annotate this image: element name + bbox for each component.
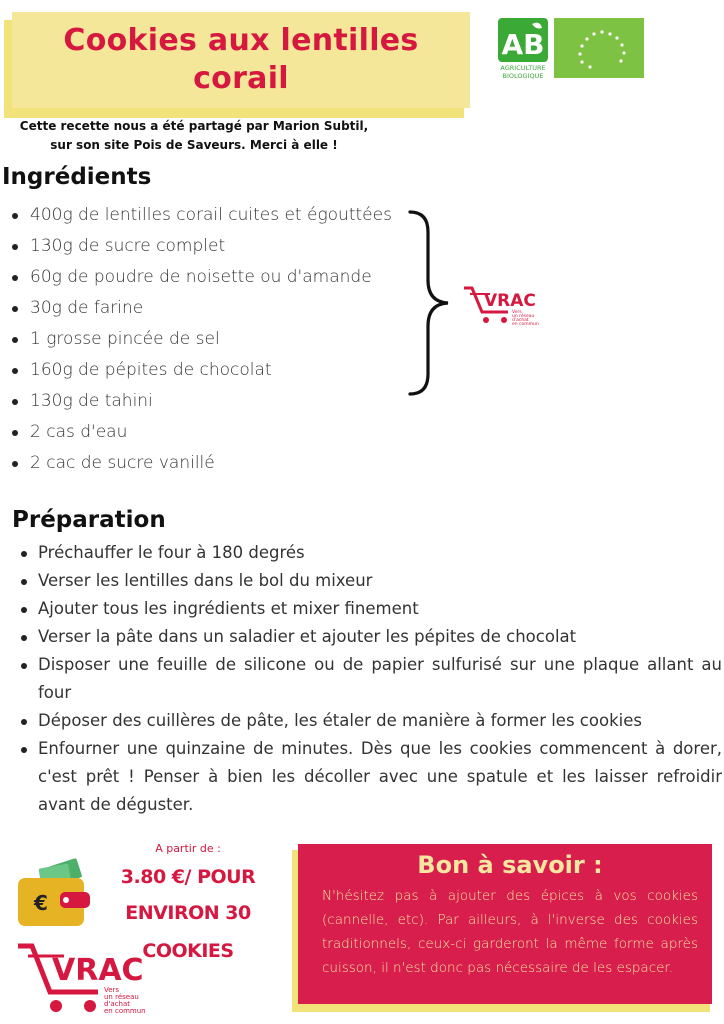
ingredient-item: 400g de lentilles corail cuites et égouttées xyxy=(10,200,392,231)
vrac-small-tag1: Vers xyxy=(512,310,522,315)
ingredient-item: 130g de sucre complet xyxy=(10,231,392,262)
vrac-large-tag1: Vers xyxy=(104,986,120,994)
credit-line-1: Cette recette nous a été partagé par Marion Subtil, xyxy=(19,119,369,133)
ingredient-item: 160g de pépites de chocolat xyxy=(10,355,392,386)
page-title-line-2: corail xyxy=(193,61,289,96)
ingredient-item: 2 cas d'eau xyxy=(10,417,392,448)
vrac-large-name: VRAC xyxy=(52,953,144,988)
price-from-label: A partir de : xyxy=(155,842,221,855)
tip-text: N'hésitez pas à ajouter des épices à vos cookies (cannelle, etc). Par ailleurs, à l'inverse des cookies traditionnels, ceux-ci garderont la même forme après cuisson, il n'est donc pas nécessaire de les espacer. xyxy=(322,888,698,976)
vrac-small-tag2: un réseau xyxy=(512,314,535,319)
preparation-step: Verser la pâte dans un saladier et ajouter les pépites de chocolat xyxy=(18,623,722,651)
preparation-heading: Préparation xyxy=(12,507,166,533)
preparation-step: Ajouter tous les ingrédients et mixer finement xyxy=(18,595,722,623)
vrac-large-tag4: en commun xyxy=(104,1007,146,1015)
ingredient-item: 30g de farine xyxy=(10,293,392,324)
ab-organic-logo xyxy=(496,16,550,80)
ingredient-item: 2 cac de sucre vanillé xyxy=(10,448,392,479)
ingredients-list xyxy=(10,200,392,479)
vrac-large-tag3: d'achat xyxy=(104,1000,130,1008)
tip-box xyxy=(298,844,712,1004)
price-line-2: ENVIRON 30 xyxy=(125,902,251,924)
ab-logo-sub1: AGRICULTURE xyxy=(500,64,546,72)
vrac-small-tag3: d'achat xyxy=(512,318,529,323)
preparation-step: Déposer des cuillères de pâte, les étaler de manière à former les cookies xyxy=(18,707,722,735)
ab-logo-text: AB xyxy=(501,28,545,61)
ingredients-heading: Ingrédients xyxy=(2,164,152,190)
price-line-3: COOKIES xyxy=(142,940,234,962)
ingredient-item: 1 grosse pincée de sel xyxy=(10,324,392,355)
price-line-1: 3.80 €/ POUR xyxy=(120,866,256,888)
preparation-step: Verser les lentilles dans le bol du mixeur xyxy=(18,567,722,595)
tip-title: Bon à savoir : xyxy=(417,851,603,879)
vrac-large-tag2: un réseau xyxy=(104,993,139,1001)
vrac-small-tag4: en commun xyxy=(512,322,539,327)
title-banner xyxy=(12,12,470,108)
page-title-line-1: Cookies aux lentilles xyxy=(63,23,419,58)
ingredient-item: 60g de poudre de noisette ou d'amande xyxy=(10,262,392,293)
vrac-logo-large xyxy=(12,936,162,1018)
wallet-icon xyxy=(16,858,92,928)
vrac-small-name: VRAC xyxy=(484,291,536,311)
preparation-step: Préchauffer le four à 180 degrés xyxy=(18,539,722,567)
preparation-step: Disposer une feuille de silicone ou de papier sulfurisé sur une plaque allant au four xyxy=(18,651,722,707)
curly-brace-icon xyxy=(406,208,452,398)
preparation-step: Enfourner une quinzaine de minutes. Dès que les cookies commencent à dorer, c'est prêt ! Penser à bien les décoller avec une spatule et les laisser refroidir avant de déguster. xyxy=(18,735,722,819)
recipe-credit xyxy=(4,117,384,155)
eu-organic-leaf-logo xyxy=(554,18,644,78)
vrac-logo-small xyxy=(460,282,552,328)
preparation-steps-list xyxy=(18,539,722,819)
ab-logo-sub2: BIOLOGIQUE xyxy=(502,72,544,80)
wallet-euro-symbol: € xyxy=(34,891,48,915)
ingredient-item: 130g de tahini xyxy=(10,386,392,417)
credit-line-2: sur son site Pois de Saveurs. Merci à elle ! xyxy=(50,138,338,152)
